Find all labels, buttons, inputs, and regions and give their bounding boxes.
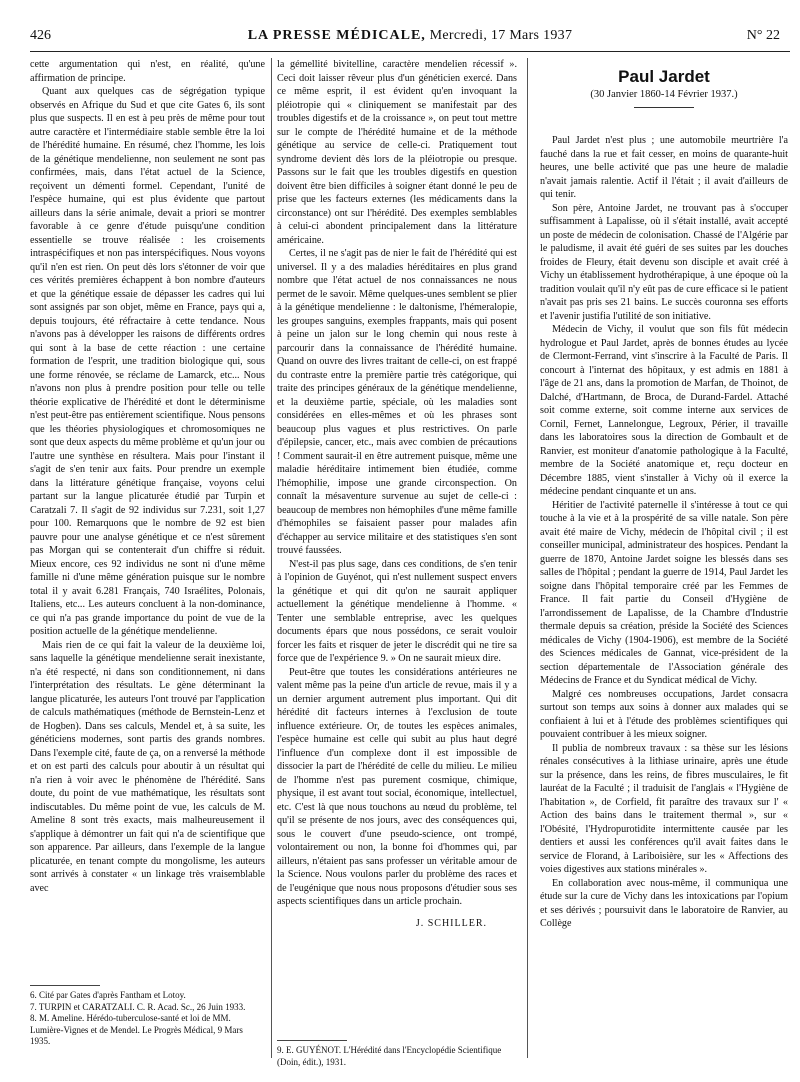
footnote: 6. Cité par Gates d'après Fantham et Lotoy. <box>30 990 186 1000</box>
issue-number: N° 22 <box>746 28 780 43</box>
col2-paragraph: Peut-être que toutes les considérations antérieures ne valent même pas la peine d'un article de revue, mais il y a un dernier argument autrement plus important. Qui dit hérédité dit facteurs internes à l'exclusion de toute influence extérieure. Or, de toutes les espèces animales, l'espèce humaine est celle qui subit au plus haut degré l'influence d'un complexe dont il est impossible de dissocier la part de l'hérédité de celle du milieu. Le milieu de l'homme n'est pas purement cosmique, chimique, physique, il est avant tout social, économique, intellectuel, etc. C'est là que nous touchons au nœud du problème, tel qu'il se présente de nos jours, avec des conséquences qui, sous le couvert d'une pseudo-science, ont trompé, volontairement ou non, la bonne foi d'hommes qui, par ailleurs, n'étaient pas sans professer un véritable amour de la Science. Nous voulons parler du problème des races et de l'eugénique que nous nous proposons d'étudier sous ses aspects scientifiques dans un article prochain. <box>277 666 517 907</box>
column-1 <box>30 58 265 978</box>
footnote: 9. E. GUYÉNOT. L'Hérédité dans l'Encyclopédie Scientifique (Doin, édit.), 1931. <box>277 1045 502 1067</box>
obituary-paragraph: Héritier de l'activité paternelle il s'intéresse à tout ce qui touche à la vie et à la prospérité de sa ville natale. Son père avait été maire de Vichy, médecin de l'hôpital civil ; il est conseiller municipal, administrateur des hospices. Pendant la guerre de 1870, Antoine Jardet soigne les blessés dans ses salles de l'hôpital ; pendant la guerre de 1914, Paul Jardet les soigne dans l'hôpital temporaire créé par les Femmes de France. Il fait partie du Conseil d'Hygiène de l'arrondissement de Lapalisse, de la Chambre d'Industrie thermale depuis sa création, préside la Société des Sciences médicales de Vichy (1904-1906), est membre de la Société des Sciences médicales de Gannat, vice-président de la section départementale de l'Association générale des Médecins de France et du Syndicat médical de Vichy. <box>540 499 788 686</box>
obituary-paragraph: Il publia de nombreux travaux : sa thèse sur les lésions rénales consécutives à la lithiase urinaire, après une étude sur la présence, dans les reins, de fibres musculaires, le fit lauréat de la Faculté ; il traduisit de l'anglais « l'Hygiène de l'habitation », de Corfield, fit paraître des travaux sur l' « Action des bains dans le traitement thermal », sur « l'Obésité, l'Hydropurotidite intermittente causée par les dentiers et aussi les conférences qu'il avait faites dans le service de Florand, à Lariboisière, sur les « Affections des voies digestives aux stations minérales ». <box>540 742 788 875</box>
obituary-paragraph: Médecin de Vichy, il voulut que son fils fût médecin hydrologue et Paul Jardet, après de bonnes études au lycée de Clermont-Ferrand, vint s'inscrire à la Faculté de Paris. Il concourt à l'internat des hôpitaux, y est admis en 1881 à l'âge de 21 ans, dans la promotion de Marfan, de Thoinot, de Dalché, d'Hartmann, de Broca, de Durand-Fardel. Attaché soit comme externe, soit comme interne aux services de Cornil, Fernet, Lannelongue, Legroux, Périer, il travaille dans les laboratoires sous la direction de Gombault et de Ranvier, est moniteur d'anatomie pathologique à la Faculté, membre de la Société anatomique et, reçu docteur en Décembre 1885, vient s'installer à Vichy où il exerce la médecine pendant cinquante et un ans. <box>540 324 788 497</box>
obituary-dates: (30 Janvier 1860-14 Février 1937.) <box>590 88 738 100</box>
footnote: 7. TURPIN et CARATZALI. C. R. Acad. Sc., 26 Juin 1933. <box>30 1001 246 1012</box>
author-signature: J. SCHILLER. <box>415 917 487 929</box>
header-rule <box>30 51 790 52</box>
issue-date: Mercredi, 17 Mars 1937 <box>429 28 573 43</box>
obituary-paragraph: Paul Jardet n'est plus ; une automobile meurtrière l'a fauché dans la rue et fait cesser, en moins de quarante-huit heures, une belle activité que pas une heure de maladie n'avait jamais ralentie. Actif il l'était ; il avait d'ailleurs de qui tenir. <box>540 135 788 200</box>
column-divider <box>527 58 528 1058</box>
page-number: 426 <box>30 28 51 43</box>
running-title <box>30 28 790 44</box>
obituary-title: Paul Jardet <box>618 70 710 86</box>
footnotes-col1 <box>30 990 265 1048</box>
col2-paragraph: N'est-il pas plus sage, dans ces conditions, de s'en tenir à l'opinion de Guyénot, qui n'est nullement suspect envers la génétique et qui dit qu'on ne saurait appliquer actuellement la génétique mendelienne à l'homme. « Tenter une semblable entreprise, avec les quelques documents épars que nous possédons, ce serait vouloir forcer les faits et risquer de jeter le discrédit qui ne tire sa force que de l'expérience 9. » On ne saurait mieux dire. <box>277 558 517 664</box>
col1-paragraph: Mais rien de ce qui fait la valeur de la deuxième loi, sans laquelle la génétique mendelienne serait inexistante, n'a été respecté, ni dans son conditionnement, ni dans l'interprétation des résultats. Le gène déterminant la langue plicaturée, les auteurs l'ont trouvé par l'application de calculs mathématiques (méthode de Bernstein-Lenz et de Hogben). Dans ses calculs, Mendel et, à sa suite, les généticiens modernes, sont partis des grands nombres. Dans l'exemple cité, faute de ça, on a renversé la méthode et on est parti des calculs pour aboutir à un résultat qui n'a rien à voir avec le phénomène de l'hérédité. Sans doute, du point de vue mathématique, les résultats sont indiscutables. Du même point de vue, les calculs de M. Ameline 8 sont très exacts, mais malheureusement il s'applique à démontrer un fait qui n'a de scientifique que son apparence. Par ailleurs, dans l'exemple de la langue plicaturée, en tenant compte du mongolisme, les auteurs sont arrivés à constater « un linkage très vraisemblable avec <box>30 639 265 894</box>
footnote-rule <box>30 985 100 986</box>
journal-title: LA PRESSE MÉDICALE, <box>247 28 426 43</box>
obituary-paragraph: Malgré ces nombreuses occupations, Jardet consacra surtout son temps aux soins à donner aux malades qui se confiaient à lui et à l'étude des problèmes scientifiques qui pouvaient contribuer à les mieux soigner. <box>540 688 788 740</box>
obituary-paragraph: Son père, Antoine Jardet, ne trouvant pas à s'occuper suffisamment à Lapalisse, où il s'était installé, avait accepté un poste de médecin de colonisation. Chassé de l'Algérie par le paludisme, il avait été guéri de ses suites par les douches froides de Fleury, était devenu son disciple et avait créé à Vichy un établissement hydrothérapique, à une époque où la tradition voulait qu'il n'y eût pas de cure efficace si le patient n'avait pas pris ses 21 bains. Le succès couronna ses efforts et l'avenir justifia l'utilité de son initiative. <box>540 202 788 322</box>
col1-paragraph: Quant aux quelques cas de ségrégation typique observés en Afrique du Sud et que cite Gates 6, ils sont plus que suspects. Il en est à peu près de même pour tout autre caractère et l'intermédiaire stable semble être la loi de l'hérédité humaine. En résumé, chez l'homme, les lois de la génétique mendelienne, non seulement ne sont pas confirmées, mais, dans l'état actuel de la Science, reçoivent un démenti formel. Cependant, l'unité de l'espèce humaine, qui est plus évidente que partout ailleurs dans la série animale, devait a priori se montrer favorable à ce genre d'étude puisqu'une condition essentielle se trouve réalisée : les croisements intraspécifiques et non pas interspécifiques. Nous voyons qu'il n'en est rien. On peut dès lors s'étonner de voir que ces vérités premières échappent à bon nombre d'auteurs et que la génétique essaie de dépasser les cadres qui lui sont assignés par son objet, même en France, pays qui a, depuis toujours, été réfractaire à cette tendance. Nous n'avons pas à développer les raisons de différents ordres qui sont à la base de cette réaction : une certaine formation de l'esprit, une tradition biologique qui, sous une forme rénovée, se réclame de Lamarck, etc... Nous n'avons non plus à prendre position pour telle ou telle théorie explicative de l'hérédité et dont le déterminisme n'est peut-être pas entièrement scientifique. Nous pensons que les théories physiologiques et chromosomiques ne sont que deux aspects du même problème et qu'un jour ou l'autre une synthèse en résultera. Mais pour l'instant il s'agit de s'en tenir aux faits. Pour prendre un exemple dans la littérature génétique française, voyons celui partant sur la langue plicaturée étudié par Turpin et Caratzali 7. Il s'agit de 92 individus sur 7.231, soit 1,27 pour 100. Remarquons que le nombre de 92 est bien pauvre pour une analyse génétique et ce n'est sûrement pas Morgan qui se contenterait d'un chiffre si réduit. Mieux encore, ces 92 individus ne sont ni d'une même famille ni d'une même génération puisque sur le nombre total il y avait 6.281 Français, 740 Israélites, Polonais, Italiens, etc... Les auteurs concluent à la non-dominance, ce qui n'a pas grande importance du point de vue de la position actuelle de la génétique mendelienne. <box>30 86 265 637</box>
col1-paragraph: cette argumentation qui n'est, en réalité, qu'une affirmation de principe. <box>30 59 265 84</box>
obituary-rule <box>634 107 694 108</box>
page-header <box>30 28 790 48</box>
column-2 <box>277 58 517 1028</box>
obituary-paragraph: En collaboration avec nous-même, il communiqua une étude sur la cure de Vichy dans les intoxications par l'opium et ses dérivés ; poursuivit dans le laboratoire de Ranvier, au Collège <box>540 877 788 929</box>
col2-paragraph: Certes, il ne s'agit pas de nier le fait de l'hérédité qui est universel. Il y a des maladies héréditaires en plus grand nombre que l'état actuel de nos connaissances ne nous permet de le savoir. Même quelques-unes semblent se plier à la génétique mendelienne : le daltonisme, l'hémeralopie, les groupes sanguins, exemples frappants, mais qui posent à peine un jalon sur le long chemin qui nous reste à parcourir dans la connaissance de l'hérédité humaine. Quand on ouvre des livres traitant de celle-ci, on est frappé du contraste entre la première partie très catégorique, qui traite des principes généraux de la génétique mendelienne, et la deuxième partie, spéciale, où les maladies sont considérées en elles-mêmes et où les phrases sont beaucoup plus vagues et plus restrictives. On parle d'épilepsie, cancer, etc., mais avec combien de précautions ! Comment saurait-il en être autrement puisque, même une maladie héréditaire intimement bien étudiée, comme l'hémophilie, impose une grande circonspection. On connaît la mésaventure survenue au sujet de celle-ci : beaucoup de membres non hémophiles d'une même famille d'hémophiles se faisaient passer pour malades afin d'échapper au service militaire et des statistiques s'en sont trouvé faussées. <box>277 248 517 556</box>
column-divider <box>271 58 272 1058</box>
obituary-column <box>540 70 788 1080</box>
footnote-rule <box>277 1040 347 1041</box>
footnotes-col2 <box>277 1045 517 1068</box>
col2-paragraph: la gémellité bivitelline, caractère mendelien récessif ». Ceci doit laisser rêveur plus d'un généticien exercé. Dans ce même esprit, il est évident qu'en invoquant la pléiotropie qui « cliniquement se manifestait par des troubles digestifs et de la croissance », on peut tout mettre sur le compte de l'hérédité humaine et de la méthode génétique au service de celle-ci. Pratiquement tout syndrome devient dès lors de la pléiotropie ou presque. Passons sur le fait que les troubles digestifs en question doivent être bien difficiles à soigner étant donné le peu de prise que les facteurs externes (les médicaments dans la circonstance) ont sur l'hérédité. Des exemples semblables à celui-ci abondent principalement dans la littérature américaine. <box>277 59 517 246</box>
footnote: 8. M. Ameline. Hérédo-tuberculose-santé et loi de MM. Lumière-Vignes et de Mendel. Le Progrès Médical, 9 Mars 1935. <box>30 1013 243 1046</box>
